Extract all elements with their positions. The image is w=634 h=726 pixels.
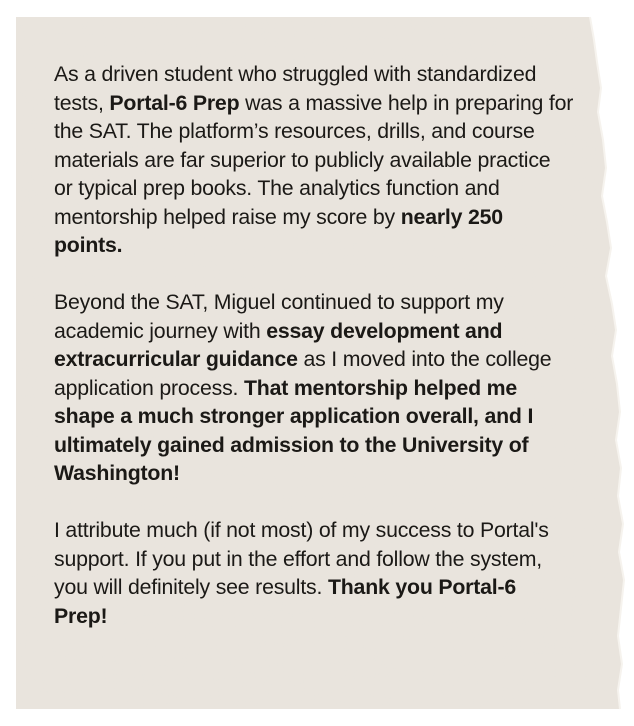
paragraph-3-bold-1: Thank you Portal-6 Prep! bbox=[54, 575, 517, 628]
paragraph-1-text-1: As a driven student who struggled with standardized tests, bbox=[54, 62, 537, 115]
paragraph-2-text-2: as I moved into the college application process. bbox=[54, 347, 552, 400]
testimonial-paragraph-2 bbox=[54, 288, 574, 488]
testimonial-paragraph-1 bbox=[54, 60, 574, 260]
testimonial-paragraph-3 bbox=[54, 516, 574, 630]
paragraph-3-text-1: I attribute much (if not most) of my success to Portal's support. If you put in the effort and follow the system, you will definitely see results. bbox=[54, 518, 549, 599]
paragraph-1-text-2: was a massive help in preparing for the SAT. The platform’s resources, drills, and course materials are far superior to publicly available practice or typical prep books. The analytics function and mentorship helped raise my score by bbox=[54, 90, 574, 229]
paragraph-2-bold-2: That mentorship helped me shape a much stronger application overall, and I ultimately gained admission to the University of Washington! bbox=[54, 375, 534, 485]
paragraph-2-bold-1: essay development and extracurricular guidance bbox=[54, 318, 503, 371]
paragraph-1-bold-1: Portal-6 Prep bbox=[109, 90, 240, 115]
paragraph-2-text-1: Beyond the SAT, Miguel continued to support my academic journey with bbox=[54, 290, 504, 343]
testimonial-text bbox=[54, 60, 574, 630]
paragraph-1-bold-2: nearly 250 points. bbox=[54, 204, 503, 257]
